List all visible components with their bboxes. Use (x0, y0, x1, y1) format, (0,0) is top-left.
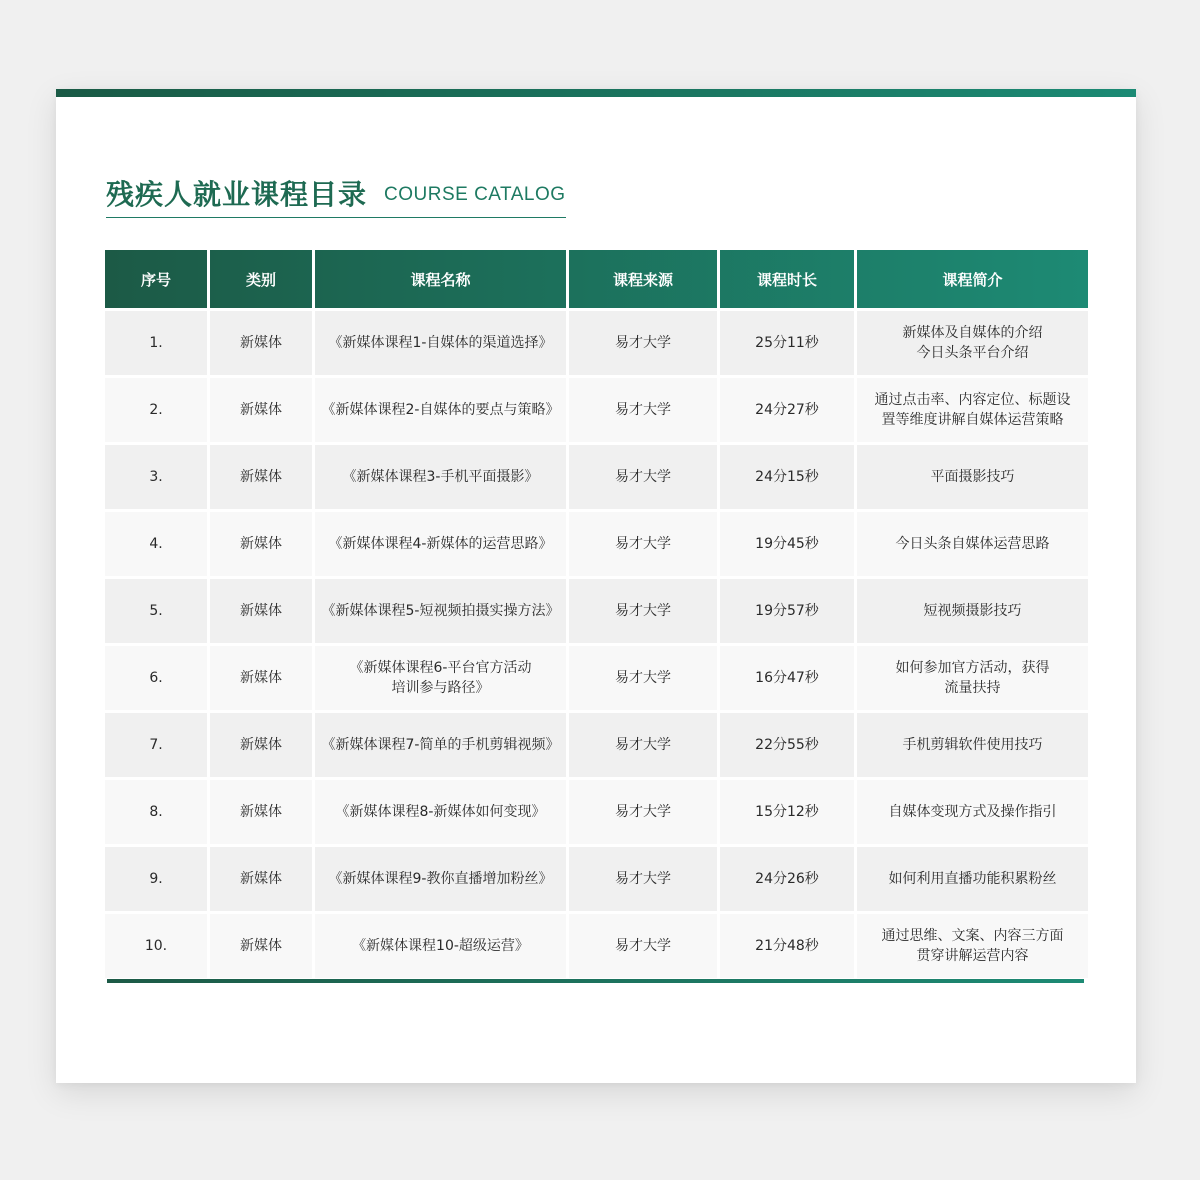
table-bottom-accent-line (107, 979, 1084, 983)
cell-course-name (315, 914, 566, 978)
table-row (105, 847, 1088, 911)
cell-category: 新媒体 (210, 646, 312, 710)
header-cell-index: 序号 (140, 270, 171, 289)
catalog-card (56, 89, 1136, 1083)
cell-course-name (315, 445, 566, 509)
course-name-line: 《新媒体课程6-平台官方活动 (349, 660, 532, 676)
course-name-line: 培训参与路径》 (391, 680, 490, 696)
cell-category: 新媒体 (210, 914, 312, 978)
description-line: 平面摄影技巧 (930, 469, 1015, 485)
title-block (106, 171, 566, 218)
cell-source: 易才大学 (569, 311, 717, 375)
description-line: 如何参加官方活动，获得 (895, 660, 1050, 676)
header-cell-category: 类别 (245, 270, 276, 289)
cell-duration: 24分27秒 (720, 378, 854, 442)
description-line: 如何利用直播功能积累粉丝 (888, 871, 1057, 887)
cell-category: 新媒体 (210, 445, 312, 509)
description-line: 今日头条自媒体运营思路 (895, 536, 1050, 552)
table-row (105, 914, 1088, 978)
cell-index: 1. (105, 311, 207, 375)
cell-category: 新媒体 (210, 847, 312, 911)
description-line: 短视频摄影技巧 (923, 603, 1022, 619)
course-name-line: 《新媒体课程8-新媒体如何变现》 (335, 804, 546, 820)
table-body (105, 311, 1088, 978)
cell-category: 新媒体 (210, 512, 312, 576)
cell-description (857, 512, 1088, 576)
cell-category: 新媒体 (210, 378, 312, 442)
table-row (105, 579, 1088, 643)
course-table (102, 247, 1091, 981)
table-row (105, 311, 1088, 375)
cell-duration: 24分15秒 (720, 445, 854, 509)
description-line: 今日头条平台介绍 (916, 345, 1029, 361)
header-cell-source: 课程来源 (612, 270, 673, 289)
description-line: 通过思维、文案、内容三方面 (881, 928, 1064, 944)
page-title: 残疾人就业课程目录 (106, 178, 368, 211)
cell-course-name (315, 378, 566, 442)
cell-index: 3. (105, 445, 207, 509)
cell-course-name (315, 579, 566, 643)
cell-duration: 16分47秒 (720, 646, 854, 710)
cell-index: 2. (105, 378, 207, 442)
cell-index: 9. (105, 847, 207, 911)
page-subtitle: COURSE CATALOG (384, 184, 566, 205)
course-name-line: 《新媒体课程4-新媒体的运营思路》 (328, 536, 553, 552)
course-name-line: 《新媒体课程2-自媒体的要点与策略》 (321, 402, 560, 418)
cell-description (857, 445, 1088, 509)
description-line: 置等维度讲解自媒体运营策略 (881, 412, 1064, 428)
cell-description (857, 713, 1088, 777)
cell-duration: 22分55秒 (720, 713, 854, 777)
cell-description (857, 847, 1088, 911)
cell-description (857, 579, 1088, 643)
cell-course-name (315, 713, 566, 777)
cell-source: 易才大学 (569, 847, 717, 911)
cell-duration: 19分45秒 (720, 512, 854, 576)
cell-category: 新媒体 (210, 579, 312, 643)
course-name-line: 《新媒体课程7-简单的手机剪辑视频》 (321, 737, 560, 753)
cell-course-name (315, 311, 566, 375)
cell-course-name (315, 646, 566, 710)
table-row (105, 646, 1088, 710)
description-line: 流量扶持 (944, 680, 1001, 696)
cell-course-name (315, 847, 566, 911)
cell-index: 5. (105, 579, 207, 643)
cell-description (857, 914, 1088, 978)
course-name-line: 《新媒体课程1-自媒体的渠道选择》 (328, 335, 553, 351)
cell-source: 易才大学 (569, 378, 717, 442)
table-header-row (105, 250, 1088, 308)
description-line: 自媒体变现方式及操作指引 (888, 804, 1057, 820)
course-name-line: 《新媒体课程10-超级运营》 (352, 938, 529, 954)
cell-duration: 25分11秒 (720, 311, 854, 375)
cell-course-name (315, 512, 566, 576)
table-row (105, 512, 1088, 576)
cell-description (857, 378, 1088, 442)
cell-description (857, 780, 1088, 844)
cell-description (857, 646, 1088, 710)
cell-source: 易才大学 (569, 646, 717, 710)
course-name-line: 《新媒体课程9-教你直播增加粉丝》 (328, 871, 553, 887)
description-line: 新媒体及自媒体的介绍 (902, 325, 1043, 341)
course-table-wrapper (105, 250, 1085, 981)
course-name-line: 《新媒体课程5-短视频拍摄实操方法》 (321, 603, 560, 619)
table-row (105, 378, 1088, 442)
card-top-accent-bar (56, 89, 1136, 97)
cell-duration: 15分12秒 (720, 780, 854, 844)
cell-index: 6. (105, 646, 207, 710)
cell-description (857, 311, 1088, 375)
cell-source: 易才大学 (569, 445, 717, 509)
cell-source: 易才大学 (569, 512, 717, 576)
description-line: 贯穿讲解运营内容 (916, 948, 1029, 964)
cell-category: 新媒体 (210, 780, 312, 844)
header-cell-description: 课程简介 (942, 270, 1003, 289)
header-cell-course-name: 课程名称 (410, 270, 471, 289)
description-line: 通过点击率、内容定位、标题设 (874, 392, 1071, 408)
table-row (105, 780, 1088, 844)
cell-index: 4. (105, 512, 207, 576)
cell-index: 10. (105, 914, 207, 978)
cell-source: 易才大学 (569, 780, 717, 844)
cell-category: 新媒体 (210, 713, 312, 777)
cell-source: 易才大学 (569, 713, 717, 777)
cell-index: 8. (105, 780, 207, 844)
table-row (105, 713, 1088, 777)
header-cell-duration: 课程时长 (756, 270, 817, 289)
cell-category: 新媒体 (210, 311, 312, 375)
cell-source: 易才大学 (569, 579, 717, 643)
cell-source: 易才大学 (569, 914, 717, 978)
description-line: 手机剪辑软件使用技巧 (902, 737, 1043, 753)
table-row (105, 445, 1088, 509)
cell-course-name (315, 780, 566, 844)
cell-index: 7. (105, 713, 207, 777)
cell-duration: 24分26秒 (720, 847, 854, 911)
course-name-line: 《新媒体课程3-手机平面摄影》 (342, 469, 539, 485)
cell-duration: 21分48秒 (720, 914, 854, 978)
cell-duration: 19分57秒 (720, 579, 854, 643)
